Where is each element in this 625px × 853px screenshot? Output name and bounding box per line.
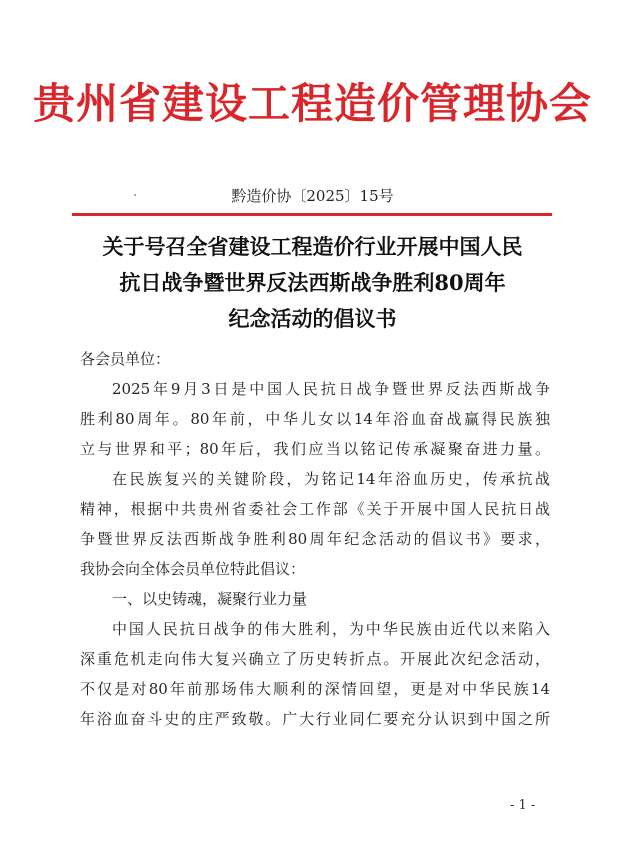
organization-masthead: 贵州省建设工程造价管理协会	[32, 79, 592, 128]
paragraph-3-line-2: 深重危机走向伟大复兴确立了历史转折点。开展此次纪念活动，	[80, 650, 550, 668]
document-body	[80, 344, 550, 734]
title-line-1: 关于号召全省建设工程造价行业开展中国人民	[102, 234, 523, 259]
title-line-2: 抗日战争暨世界反法西斯战争胜利80周年	[119, 270, 506, 295]
salutation: 各会员单位：	[80, 350, 171, 368]
paragraph-1-line-1: 2025年9月3日是中国人民抗日战争暨世界反法西斯战争	[112, 380, 550, 398]
paragraph-2-line-4: 我协会向全体会员单位特此倡议：	[80, 560, 306, 578]
page-number: - 1 -	[510, 798, 536, 813]
paragraph-1-line-2: 胜利80周年。80年前，中华儿女以14年浴血奋战赢得民族独	[80, 410, 550, 428]
paragraph-2-line-2: 精神，根据中共贵州省委社会工作部《关于开展中国人民抗日战	[80, 500, 550, 518]
paragraph-1-line-3: 立与世界和平；80年后，我们应当以铭记传承凝聚奋进力量。	[80, 440, 550, 458]
paragraph-2-line-3: 争暨世界反法西斯战争胜利80周年纪念活动的倡议书》要求，	[80, 530, 550, 548]
paragraph-3-line-1: 中国人民抗日战争的伟大胜利，为中华民族由近代以来陷入	[112, 620, 550, 638]
document-title	[60, 229, 565, 337]
red-separator-line	[72, 213, 552, 216]
paragraph-2-line-1: 在民族复兴的关键阶段，为铭记14年浴血历史，传承抗战	[112, 470, 550, 488]
section-heading-1: 一、以史铸魂，凝聚行业力量	[112, 590, 308, 608]
document-number: 黔造价协〔2025〕15号	[231, 187, 394, 205]
paragraph-3-line-3: 不仅是对80年前那场伟大顺利的深情回望，更是对中华民族14	[80, 680, 550, 698]
title-line-3: 纪念活动的倡议书	[228, 306, 397, 331]
paragraph-3-line-4: 年浴血奋斗史的庄严致敬。广大行业同仁要充分认识到中国之所	[80, 710, 550, 728]
